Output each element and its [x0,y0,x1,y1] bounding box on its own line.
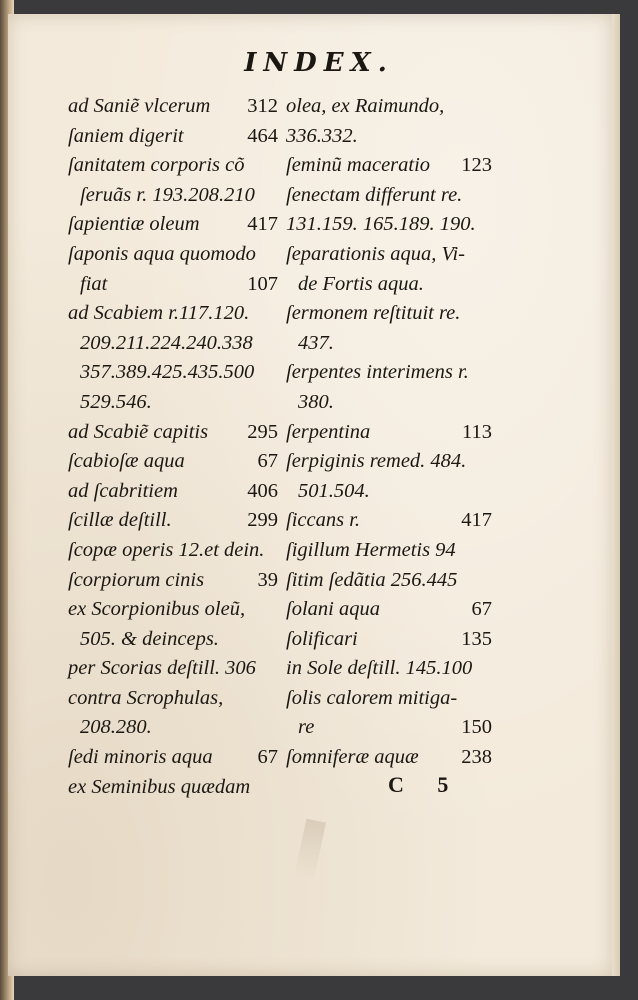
index-entry-page-number: 135 [461,627,492,650]
index-entry-text: de Fortis aqua. [298,272,424,295]
index-entry-text: ad Scabiẽ capitis [68,420,209,443]
index-entry [286,595,492,625]
index-entry [68,595,278,625]
index-entry-text: ad ſcabritiem [68,479,178,502]
index-entry-text: 209.211.224.240.338 [80,331,253,354]
index-entry [286,151,492,181]
index-entry [68,713,278,743]
index-entry-text: ſermonem reſtituit re. [286,302,461,325]
index-entry [68,654,278,684]
index-entry-text: per Scorias deſtill. 306 [68,657,256,680]
index-entry-text: ex Seminibus quædam [68,775,251,798]
index-entry-page-number: 464 [247,124,278,147]
index-entry [286,536,492,566]
page-edge [612,14,620,976]
index-entry-text: ſaniem digerit [68,124,184,147]
index-entry-text: ſomniferæ aquæ [286,746,419,769]
index-entry-page-number: 406 [247,479,278,502]
index-entry-text: ſcopæ operis 12.et dein. [68,538,265,561]
index-entry [68,684,278,714]
index-entry [286,299,492,329]
index-entry [286,181,492,211]
index-entry-text: ſaponis aqua quomodo [68,242,256,265]
index-entry-text: ſenectam differunt re. [286,183,463,206]
index-entry [286,358,492,388]
index-entry-text: ſolis calorem mitiga- [286,686,458,709]
index-entry [286,388,492,418]
index-entry [286,92,492,122]
index-entry-text: 208.280. [80,716,152,739]
index-entry [286,743,492,773]
index-entry-text: ad Scabiem r.117.120. [68,302,250,325]
index-entry [286,329,492,359]
index-entry-page-number: 299 [247,509,278,532]
index-entry [286,270,492,300]
index-entry [286,240,492,270]
index-entry-page-number: 417 [247,213,278,236]
index-entry-text: ſcabioſæ aqua [68,450,185,473]
index-entry [286,566,492,596]
index-entry [68,299,278,329]
index-entry [68,329,278,359]
index-entry [286,713,492,743]
index-entry-text: ſeruãs r. 193.208.210 [80,183,255,206]
index-entry [68,418,278,448]
index-entry-text: ſedi minoris aqua [68,746,213,769]
index-entry [68,773,278,803]
index-entry [68,447,278,477]
index-entry-page-number: 312 [247,95,278,117]
index-entry [286,418,492,448]
index-entry [68,506,278,536]
index-entry-page-number: 67 [471,598,492,621]
index-entry [286,684,492,714]
index-entry-text: re [298,716,315,739]
index-entry [68,743,278,773]
index-entry-text: ſapientiæ oleum [68,213,200,236]
index-entry-text: olea, ex Raimundo, [286,95,445,117]
index-column-right [286,92,492,773]
index-entry-text: 336.332. [286,124,358,147]
index-entry [286,122,492,152]
signature-mark: C 5 [388,772,463,797]
index-entry [286,477,492,507]
index-entry-text: ſcorpiorum cinis [68,568,205,591]
index-entry-text: ſeminũ maceratio [286,154,431,177]
index-entry-text: ſitim ſedãtia 256.445 [286,568,458,591]
index-entry-text: ſolificari [286,627,358,650]
index-entry-page-number: 295 [247,420,278,443]
index-entry-text: ſeparationis aqua, Vi- [286,242,465,265]
index-entry-text: ſolani aqua [286,598,380,621]
index-entry-text: 357.389.425.435.500 [80,361,255,384]
index-entry-page-number: 67 [257,746,278,769]
index-entry-text: in Sole deſtill. 145.100 [286,657,473,680]
index-entry [68,536,278,566]
index-entry-text: ex Scorpionibus oleũ, [68,598,246,621]
index-entry [68,358,278,388]
index-entry-text: ſigillum Hermetis 94 [286,538,456,561]
index-column-left [68,92,278,802]
index-entry-page-number: 67 [257,450,278,473]
index-entry [68,151,278,181]
index-entry-text: ſerpentina [286,420,371,443]
index-entry [68,92,278,122]
index-entry-page-number: 113 [462,420,492,443]
index-entry [286,506,492,536]
index-entry [68,388,278,418]
index-entry [286,210,492,240]
index-entry-text: 380. [298,390,334,413]
index-entry [68,270,278,300]
index-entry-text: ſerpiginis remed. 484. [286,450,467,473]
index-entry-page-number: 417 [461,509,492,532]
index-entry-page-number: 150 [461,716,492,739]
page-title: INDEX. [244,48,394,78]
index-entry-page-number: 123 [461,154,492,177]
index-entry-text: ad Saniẽ vlcerum [68,95,211,117]
index-entry [68,477,278,507]
index-entry [68,625,278,655]
index-entry-text: contra Scrophulas, [68,686,224,709]
index-entry-text: 505. & deinceps. [80,627,219,650]
index-entry [286,447,492,477]
index-entry-page-number: 238 [461,746,492,769]
index-entry-text: ſanitatem corporis cõ [68,154,245,177]
index-entry-text: ſerpentes interimens r. [286,361,469,384]
index-entry-page-number: 107 [247,272,278,295]
index-entry-text: 437. [298,331,334,354]
index-entry-page-number: 39 [257,568,278,591]
index-entry [68,181,278,211]
index-entry [68,210,278,240]
index-entry-text: 529.546. [80,390,152,413]
index-entry-text: 131.159. 165.189. 190. [286,213,476,236]
index-entry [68,122,278,152]
index-entry [286,654,492,684]
index-entry [286,625,492,655]
index-entry-text: ſiccans r. [286,509,361,532]
index-entry-text: fiat [80,272,108,295]
index-entry-text: ſcillæ deſtill. [68,509,172,532]
index-entry [68,240,278,270]
index-entry [68,566,278,596]
index-entry-text: 501.504. [298,479,370,502]
